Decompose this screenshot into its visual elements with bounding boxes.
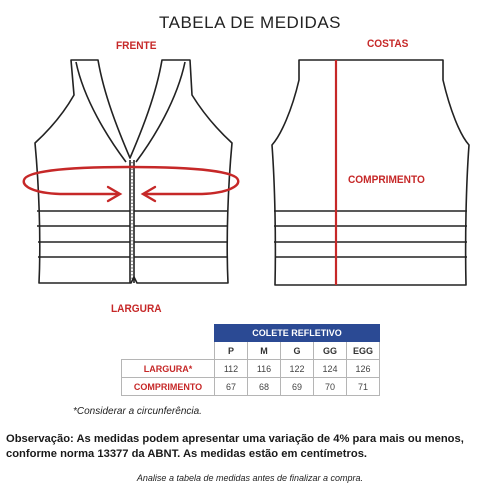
table-cell: 112 xyxy=(215,360,248,378)
size-table xyxy=(121,324,380,396)
table-header-row xyxy=(122,325,380,342)
table-cell: 124 xyxy=(314,360,347,378)
table-corner xyxy=(122,325,215,342)
table-cell: 70 xyxy=(314,378,347,396)
table-corner xyxy=(122,342,215,360)
width-measurement xyxy=(24,167,238,201)
front-vest xyxy=(35,60,232,283)
row-label: COMPRIMENTO xyxy=(122,378,215,396)
table-size-row xyxy=(122,342,380,360)
page-title: TABELA DE MEDIDAS xyxy=(158,13,341,32)
table-cell: 126 xyxy=(347,360,380,378)
table-row xyxy=(122,378,380,396)
front-vest-collar xyxy=(76,62,185,162)
observation-text: Observação: As medidas podem apresentar uma variação de 4% para mais ou menos, conforme norma 13377 da ABNT. As medidas estão em centímetros. xyxy=(6,433,464,460)
size-cell: EGG xyxy=(347,342,380,360)
width-label: LARGURA xyxy=(111,303,162,315)
length-label: COMPRIMENTO xyxy=(348,174,425,186)
front-label: FRENTE xyxy=(116,40,157,52)
back-label: COSTAS xyxy=(367,38,409,50)
table-cell: 71 xyxy=(347,378,380,396)
size-cell: GG xyxy=(314,342,347,360)
back-vest xyxy=(272,60,469,285)
back-vest-outline xyxy=(272,60,469,285)
size-cell: P xyxy=(215,342,248,360)
table-cell: 116 xyxy=(248,360,281,378)
table-cell: 67 xyxy=(215,378,248,396)
table-header: COLETE REFLETIVO xyxy=(215,325,380,342)
width-ellipse xyxy=(24,167,238,194)
table-cell: 68 xyxy=(248,378,281,396)
row-label: LARGURA* xyxy=(122,360,215,378)
size-cell: G xyxy=(281,342,314,360)
table-cell: 69 xyxy=(281,378,314,396)
footnote: *Considerar a circunferência. xyxy=(73,406,202,417)
size-cell: M xyxy=(248,342,281,360)
table-cell: 122 xyxy=(281,360,314,378)
footer-text: Analise a tabela de medidas antes de finalizar a compra. xyxy=(136,473,364,483)
table-row xyxy=(122,360,380,378)
